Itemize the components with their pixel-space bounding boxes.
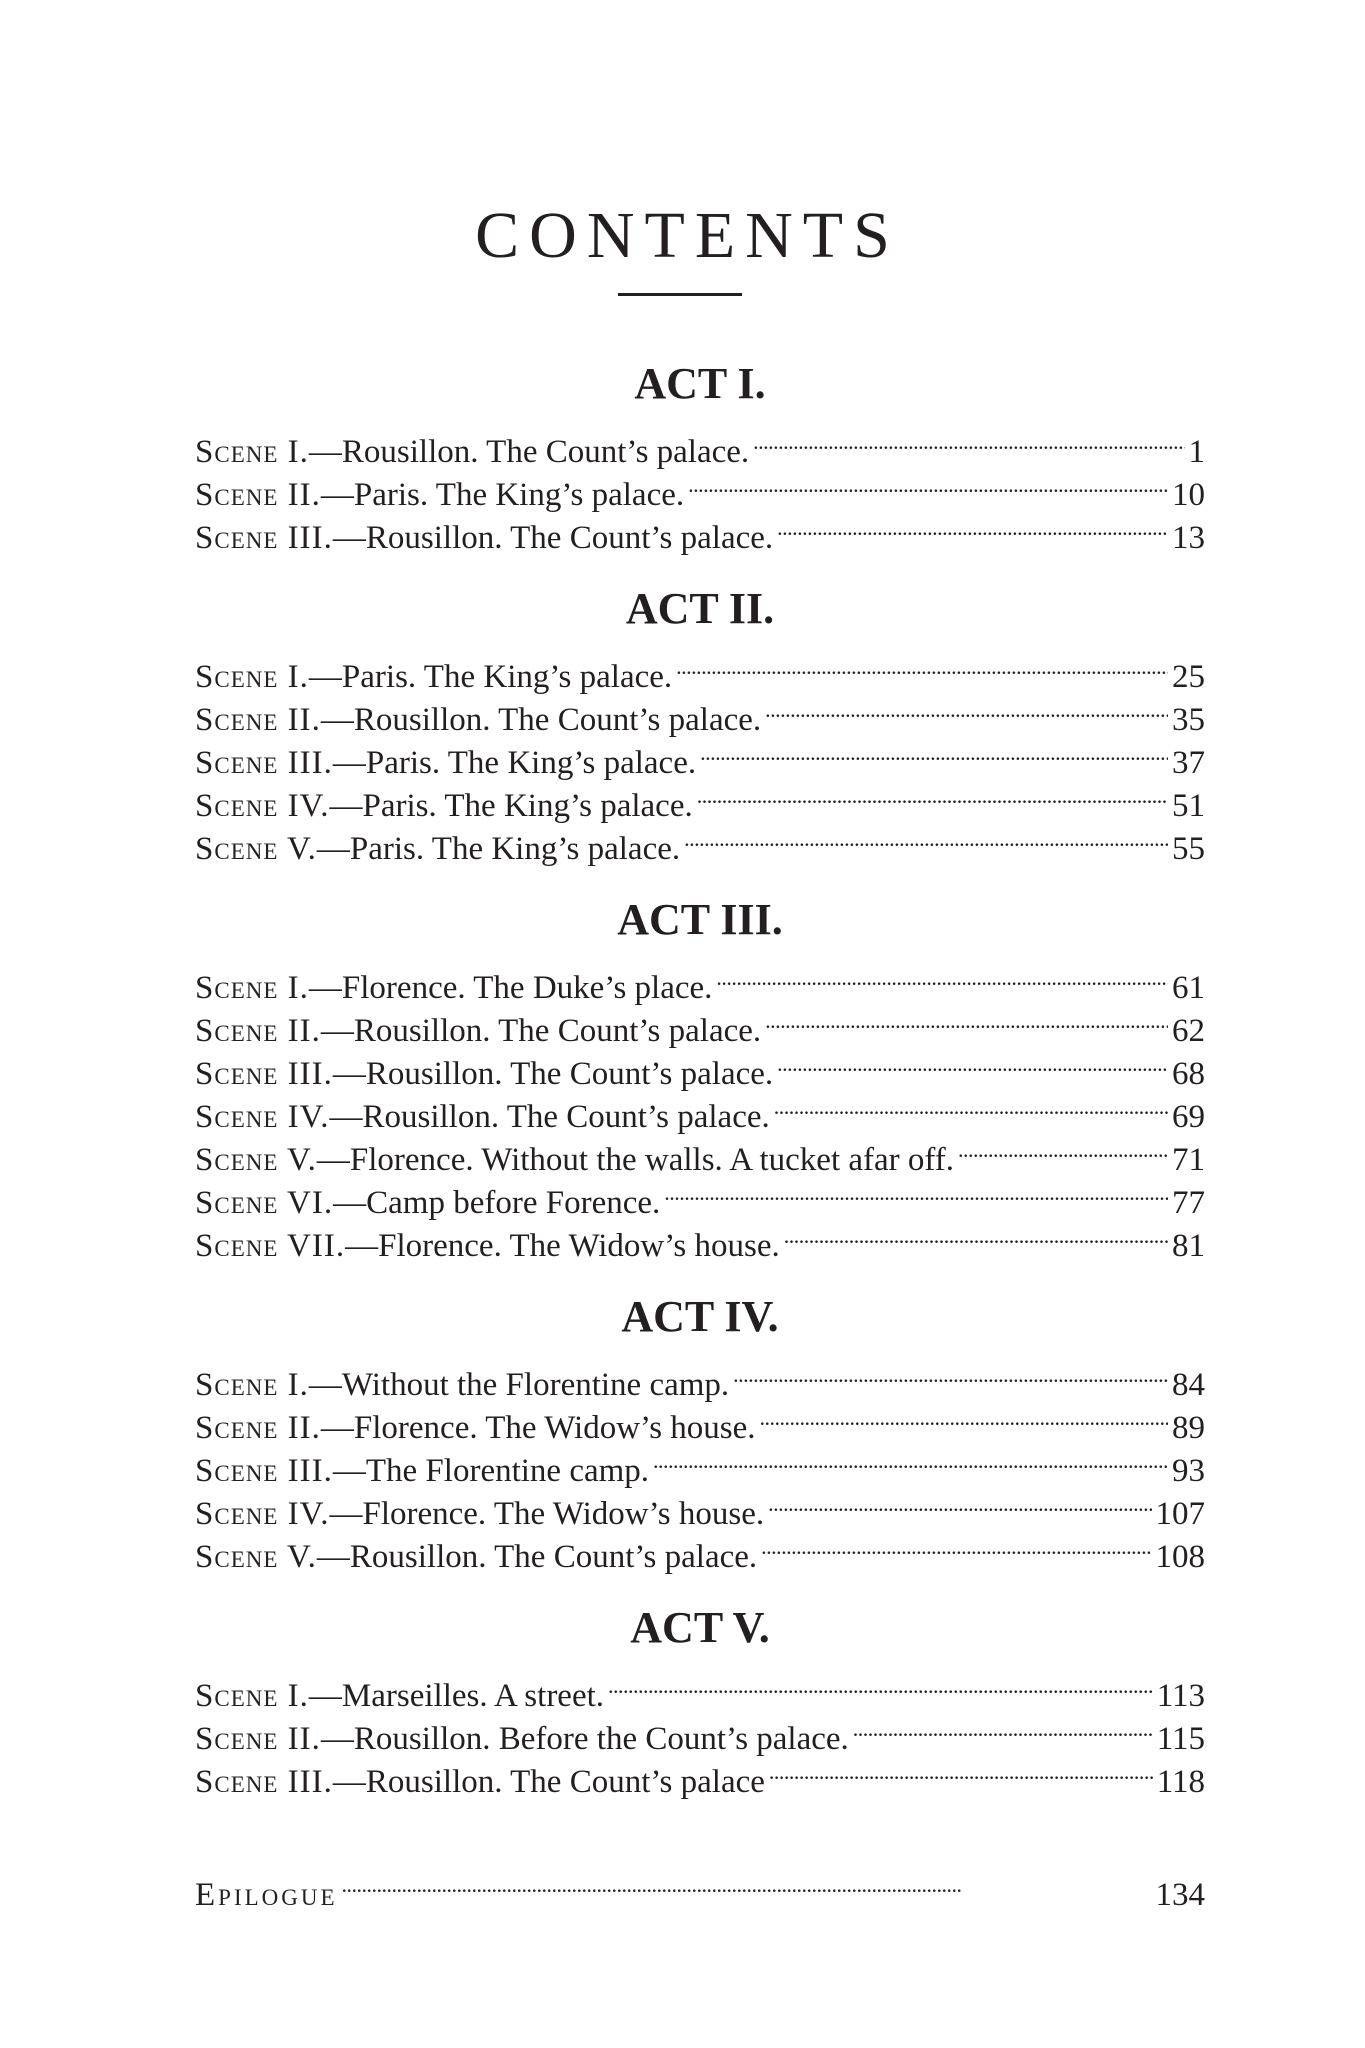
toc-entry[interactable] xyxy=(195,644,1205,695)
toc-entry[interactable] xyxy=(195,419,1205,470)
scene-number: Scene VI. xyxy=(195,1185,334,1221)
scene-location: —Florence. Without the walls. A tucket afar off. xyxy=(316,1142,955,1178)
scene-title xyxy=(195,1053,773,1096)
act-section xyxy=(195,879,1205,1264)
scene-location: —Camp before Forence. xyxy=(333,1185,661,1221)
dot-leader xyxy=(784,1213,1168,1256)
scene-location: —Paris. The King’s palace. xyxy=(320,477,685,513)
scene-title xyxy=(195,967,712,1010)
act-heading: ACT IV. xyxy=(621,1292,779,1341)
dot-leader xyxy=(697,773,1168,816)
scene-title xyxy=(195,1096,770,1139)
scene-title xyxy=(195,742,696,785)
scene-number: Scene I. xyxy=(195,1678,309,1714)
scene-location: —Without the Florentine camp. xyxy=(308,1367,730,1403)
scene-list xyxy=(195,1663,1205,1800)
dot-leader xyxy=(761,1524,1151,1567)
act-section xyxy=(195,1587,1205,1800)
scene-number: Scene IV. xyxy=(195,788,330,824)
page-number: 68 xyxy=(1172,1056,1205,1092)
scene-title xyxy=(195,699,761,742)
act-heading: ACT II. xyxy=(625,584,775,633)
dot-leader xyxy=(342,1862,1152,1905)
scene-number: Scene V. xyxy=(195,1142,317,1178)
page-number: 35 xyxy=(1172,702,1205,738)
scene-location: —Marseilles. A street. xyxy=(308,1678,605,1714)
title-divider xyxy=(618,293,742,296)
scene-number: Scene II. xyxy=(195,1013,321,1049)
scene-number: Scene III. xyxy=(195,1453,333,1489)
scene-location: —Rousillon. The Count’s palace. xyxy=(308,434,750,470)
scene-location: —Paris. The King’s palace. xyxy=(329,788,693,824)
act-heading: ACT V. xyxy=(630,1603,770,1652)
scene-number: Scene I. xyxy=(195,659,309,695)
scene-location: —Florence. The Widow’s house. xyxy=(320,1410,756,1446)
page-number: 81 xyxy=(1172,1228,1205,1264)
page-number: 84 xyxy=(1172,1367,1205,1403)
page-number: 113 xyxy=(1156,1678,1205,1714)
dot-leader xyxy=(853,1706,1153,1749)
scene-number: Scene II. xyxy=(195,1410,321,1446)
scene-number: Scene V. xyxy=(195,831,317,867)
scene-location: —Rousillon. The Count’s palace. xyxy=(320,702,762,738)
scene-number: Scene III. xyxy=(195,1056,333,1092)
scene-title xyxy=(195,1675,604,1718)
scene-number: Scene III. xyxy=(195,745,333,781)
scene-title xyxy=(195,1010,761,1053)
dot-leader xyxy=(765,998,1168,1041)
scene-title xyxy=(195,517,773,560)
act-section xyxy=(195,568,1205,867)
scene-title xyxy=(195,1536,757,1579)
scene-location: —Florence. The Widow’s house. xyxy=(329,1496,765,1532)
page-number: 55 xyxy=(1172,831,1205,867)
dot-leader xyxy=(608,1663,1153,1706)
page-number: 51 xyxy=(1172,788,1205,824)
scene-number: Scene III. xyxy=(195,520,333,556)
scene-number: Scene IV. xyxy=(195,1496,330,1532)
scene-title xyxy=(195,1182,660,1225)
act-section xyxy=(195,343,1205,556)
scene-location: —Paris. The King’s palace. xyxy=(316,831,681,867)
scene-number: Scene III. xyxy=(195,1764,333,1800)
page-number: 93 xyxy=(1172,1453,1205,1489)
page-number: 108 xyxy=(1155,1539,1205,1575)
page-title: CONTENTS xyxy=(475,199,900,272)
dot-leader xyxy=(765,687,1168,730)
dot-leader xyxy=(688,462,1168,505)
scene-location: —Paris. The King’s palace. xyxy=(332,745,697,781)
page-number: 107 xyxy=(1155,1496,1205,1532)
dot-leader xyxy=(753,419,1184,462)
dot-leader xyxy=(684,816,1168,859)
dot-leader xyxy=(760,1395,1168,1438)
page-number: 134 xyxy=(1155,1877,1205,1913)
dot-leader xyxy=(676,644,1168,687)
scene-title xyxy=(195,1493,764,1536)
scene-location: —Rousillon. The Count’s palace. xyxy=(316,1539,758,1575)
scene-location: —The Florentine camp. xyxy=(332,1453,650,1489)
page-number: 10 xyxy=(1172,477,1205,513)
scene-number: Scene I. xyxy=(195,434,309,470)
scene-number: Scene IV. xyxy=(195,1099,330,1135)
page-number: 77 xyxy=(1172,1185,1205,1221)
page-number: 62 xyxy=(1172,1013,1205,1049)
scene-location: —Rousillon. The Count’s palace. xyxy=(332,520,774,556)
scene-title xyxy=(195,474,684,517)
scene-number: Scene II. xyxy=(195,477,321,513)
act-heading: ACT III. xyxy=(617,895,783,944)
scene-title xyxy=(195,1364,729,1407)
scene-list xyxy=(195,419,1205,556)
toc-entry[interactable] xyxy=(195,955,1205,1006)
page-number: 115 xyxy=(1156,1721,1205,1757)
scene-number: Scene I. xyxy=(195,970,309,1006)
page-number: 71 xyxy=(1172,1142,1205,1178)
scene-list xyxy=(195,644,1205,867)
toc-entry-epilogue[interactable] xyxy=(195,1862,1205,1913)
scene-title xyxy=(195,785,693,828)
scene-title xyxy=(195,1225,780,1268)
dot-leader xyxy=(700,730,1168,773)
scene-title xyxy=(195,1761,765,1804)
scene-location: —Paris. The King’s palace. xyxy=(308,659,673,695)
scene-location: —Rousillon. The Count’s palace. xyxy=(329,1099,770,1135)
dot-leader xyxy=(733,1352,1168,1395)
scene-number: Scene V. xyxy=(195,1539,317,1575)
scene-title xyxy=(195,828,680,871)
act-section xyxy=(195,1276,1205,1575)
scene-title xyxy=(195,656,672,699)
toc-entry[interactable] xyxy=(195,1352,1205,1403)
dot-leader xyxy=(777,505,1168,548)
scene-location: —Florence. The Widow’s house. xyxy=(345,1228,780,1264)
dot-leader xyxy=(777,1041,1168,1084)
table-of-contents xyxy=(195,343,1205,1800)
scene-title xyxy=(195,1450,649,1493)
scene-number: Scene VII. xyxy=(195,1228,346,1264)
scene-location: —Rousillon. The Count’s palace xyxy=(332,1764,765,1800)
epilogue-label: Epilogue xyxy=(195,1877,338,1913)
scene-list xyxy=(195,955,1205,1264)
scene-location: —Florence. The Duke’s place. xyxy=(308,970,713,1006)
page-number: 25 xyxy=(1172,659,1205,695)
page-number: 1 xyxy=(1188,434,1205,470)
scene-location: —Rousillon. The Count’s palace. xyxy=(332,1056,774,1092)
page-number: 89 xyxy=(1172,1410,1205,1446)
page-number: 118 xyxy=(1156,1764,1205,1800)
dot-leader xyxy=(769,1749,1153,1792)
page-number: 37 xyxy=(1172,745,1205,781)
page-number: 69 xyxy=(1172,1099,1205,1135)
scene-number: Scene II. xyxy=(195,1721,321,1757)
dot-leader xyxy=(774,1084,1168,1127)
dot-leader xyxy=(958,1127,1168,1170)
page-number: 13 xyxy=(1172,520,1205,556)
scene-location: —Rousillon. Before the Count’s palace. xyxy=(320,1721,849,1757)
scene-title xyxy=(195,1718,849,1761)
dot-leader xyxy=(716,955,1168,998)
scene-number: Scene II. xyxy=(195,702,321,738)
toc-entry[interactable] xyxy=(195,1663,1205,1714)
scene-title xyxy=(195,431,749,474)
scene-number: Scene I. xyxy=(195,1367,309,1403)
dot-leader xyxy=(768,1481,1151,1524)
scene-location: —Rousillon. The Count’s palace. xyxy=(320,1013,762,1049)
scene-list xyxy=(195,1352,1205,1575)
act-heading: ACT I. xyxy=(634,359,766,408)
dot-leader xyxy=(653,1438,1168,1481)
page-number: 61 xyxy=(1172,970,1205,1006)
dot-leader xyxy=(664,1170,1168,1213)
